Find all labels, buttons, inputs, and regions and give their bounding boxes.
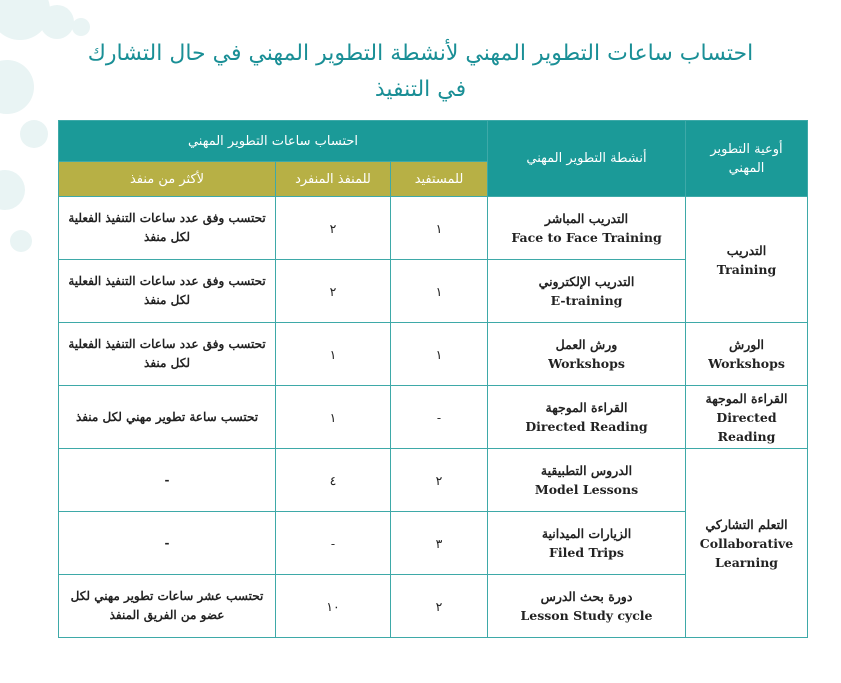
decor-circle (72, 18, 90, 36)
activity-ar: الدروس التطبيقية (540, 463, 633, 478)
table-row (59, 386, 808, 449)
activity-cell (488, 575, 686, 638)
activity-en: Filed Trips (549, 545, 624, 560)
beneficiary-cell: ٣ (391, 512, 488, 575)
category-ar: التدريب (726, 242, 767, 258)
activity-ar: القراءة الموجهة (545, 400, 628, 415)
category-ar: الورش (728, 337, 765, 352)
header-types: أوعية التطوير المهني (686, 121, 808, 197)
table-row (59, 449, 808, 512)
multiple-cell: تحتسب وفق عدد ساعات التنفيذ الفعلية لكل منفذ (59, 197, 276, 260)
multiple-cell: تحتسب وفق عدد ساعات التنفيذ الفعلية لكل منفذ (59, 260, 276, 323)
single-cell: ١ (276, 323, 391, 386)
header-row-1 (59, 121, 808, 162)
header-activities: أنشطة التطوير المهني (488, 121, 686, 197)
category-en: Training (716, 261, 777, 277)
activity-ar: دورة بحث الدرس (540, 589, 633, 604)
category-en: Collaborative Learning (699, 535, 794, 570)
category-cell (686, 386, 808, 449)
activity-en: Face to Face Training (511, 230, 662, 245)
single-cell: ٢ (276, 260, 391, 323)
single-cell: - (276, 512, 391, 575)
title-line-1: احتساب ساعات التطوير المهني لأنشطة التطوير المهني في حال التشارك (87, 41, 754, 66)
page-title (0, 36, 841, 108)
category-en: Workshops (708, 356, 785, 371)
category-cell (686, 197, 808, 323)
table-row (59, 197, 808, 260)
category-ar: التعلم التشاركي (705, 516, 788, 532)
single-cell: ٤ (276, 449, 391, 512)
decor-circle (40, 5, 74, 39)
activity-cell (488, 323, 686, 386)
multiple-cell: - (59, 449, 276, 512)
title-line-2: في التنفيذ (374, 77, 467, 102)
multiple-cell: تحتسب ساعة تطوير مهني لكل منفذ (59, 386, 276, 449)
activity-en: Model Lessons (534, 482, 639, 497)
decor-circle (0, 170, 25, 210)
header-single: للمنفذ المنفرد (276, 162, 391, 197)
beneficiary-cell: - (391, 386, 488, 449)
activity-en: Workshops (548, 356, 625, 371)
decor-circle (10, 230, 32, 252)
single-cell: ١ (276, 386, 391, 449)
decor-circle (20, 120, 48, 148)
activity-en: Lesson Study cycle (520, 608, 653, 623)
header-multiple: لأكثر من منفذ (59, 162, 276, 197)
beneficiary-cell: ٢ (391, 575, 488, 638)
activity-ar: التدريب الإلكتروني (538, 274, 635, 289)
single-cell: ٢ (276, 197, 391, 260)
activity-ar: ورش العمل (555, 337, 618, 352)
activity-ar: الزيارات الميدانية (541, 526, 632, 541)
pd-hours-table (58, 120, 808, 638)
header-beneficiary: للمستفيد (391, 162, 488, 197)
multiple-cell: - (59, 512, 276, 575)
category-en: Directed Reading (716, 409, 777, 444)
activity-en: Directed Reading (525, 419, 648, 434)
category-cell (686, 323, 808, 386)
beneficiary-cell: ١ (391, 323, 488, 386)
beneficiary-cell: ١ (391, 260, 488, 323)
beneficiary-cell: ١ (391, 197, 488, 260)
activity-cell (488, 512, 686, 575)
header-hours-group: احتساب ساعات التطوير المهني (59, 121, 488, 162)
activity-cell (488, 449, 686, 512)
table-row (59, 323, 808, 386)
multiple-cell: تحتسب عشر ساعات تطوير مهني لكل عضو من الفريق المنفذ (59, 575, 276, 638)
category-ar: القراءة الموجهة (705, 390, 788, 406)
activity-en: E-training (550, 293, 623, 308)
activity-cell (488, 386, 686, 449)
category-cell (686, 449, 808, 638)
multiple-cell: تحتسب وفق عدد ساعات التنفيذ الفعلية لكل منفذ (59, 323, 276, 386)
beneficiary-cell: ٢ (391, 449, 488, 512)
activity-cell (488, 260, 686, 323)
activity-ar: التدريب المباشر (544, 211, 629, 226)
activity-cell (488, 197, 686, 260)
single-cell: ١٠ (276, 575, 391, 638)
